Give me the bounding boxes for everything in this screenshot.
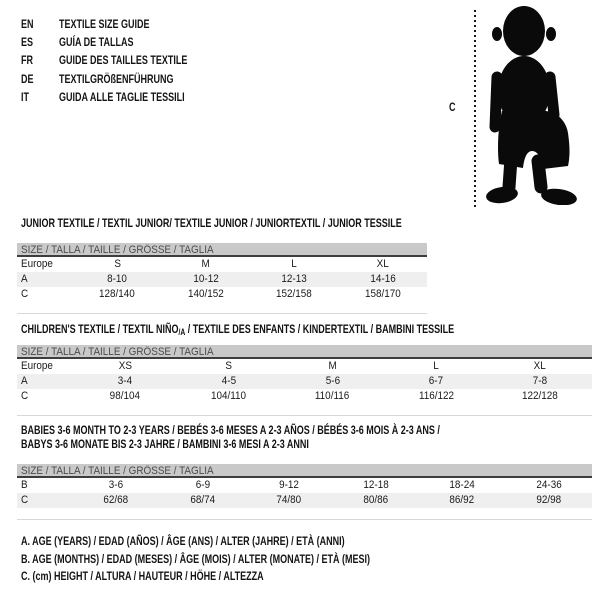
size-cell-text: 7-8 bbox=[532, 375, 548, 387]
row-label-text: B bbox=[21, 479, 28, 491]
language-row bbox=[21, 88, 230, 106]
language-code-text: ES bbox=[21, 35, 34, 50]
size-header-text: SIZE / TALLA / TAILLE / GRÖSSE / TAGLIA bbox=[21, 346, 214, 358]
size-cell bbox=[73, 374, 177, 389]
language-label: TEXTILGRÖßENFÜHRUNG bbox=[59, 71, 174, 86]
language-label: TEXTILE SIZE GUIDE bbox=[59, 17, 150, 31]
baby-silhouette-icon bbox=[482, 3, 594, 205]
table-title-subscript: /A bbox=[178, 327, 186, 337]
size-cell-text: 104/110 bbox=[211, 390, 247, 402]
size-cell bbox=[339, 287, 428, 302]
size-cell bbox=[419, 493, 506, 508]
size-cell bbox=[488, 359, 592, 374]
size-cell bbox=[246, 493, 333, 508]
size-cell bbox=[250, 257, 339, 272]
row-label-text: C bbox=[21, 494, 29, 506]
size-cell bbox=[177, 389, 281, 404]
size-header-text: SIZE / TALLA / TAILLE / GRÖSSE / TAGLIA bbox=[21, 465, 214, 477]
size-cell-text: S bbox=[113, 258, 121, 270]
table-title-part: BABYS 3-6 MONATE BIS 2-3 JAHRE / BAMBINI 3-6 MESI A 2-3 ANNI bbox=[21, 437, 309, 451]
size-cell bbox=[488, 374, 592, 389]
row-label-text: Europe bbox=[21, 258, 53, 270]
size-cell-text: 3-6 bbox=[109, 479, 124, 491]
size-cell bbox=[177, 374, 281, 389]
size-cell bbox=[73, 257, 162, 272]
measure-label-text: C bbox=[449, 100, 456, 114]
row-label bbox=[17, 478, 73, 493]
size-cell-text: 9-12 bbox=[279, 479, 300, 491]
size-cell-text: 6-7 bbox=[429, 375, 444, 387]
size-cell-text: 140/152 bbox=[187, 288, 224, 300]
row-label-text: A bbox=[21, 375, 28, 387]
language-label: GUÍA DE TALLAS bbox=[59, 35, 134, 50]
size-cell bbox=[162, 272, 251, 287]
size-cell-text: 6-9 bbox=[195, 479, 210, 491]
size-header-bar bbox=[17, 345, 592, 359]
language-label: GUIDA ALLE TAGLIE TESSILI bbox=[59, 89, 185, 104]
table-end-divider bbox=[17, 313, 427, 314]
table-row bbox=[17, 389, 592, 404]
legend-line-text: C. (cm) HEIGHT / ALTURA / HAUTEUR / HÖHE / ALTEZZA bbox=[21, 569, 264, 584]
size-cell bbox=[73, 389, 177, 404]
size-cell bbox=[162, 287, 251, 302]
row-label-text: C bbox=[21, 288, 29, 300]
size-cell-text: 12-13 bbox=[281, 273, 307, 285]
language-code-text: EN bbox=[21, 17, 34, 31]
size-cell bbox=[488, 389, 592, 404]
row-label bbox=[17, 493, 73, 508]
table-end-divider bbox=[17, 519, 592, 520]
language-code bbox=[21, 33, 59, 51]
language-list bbox=[21, 15, 230, 106]
table-row bbox=[17, 287, 427, 302]
legend bbox=[21, 533, 486, 586]
table-row bbox=[17, 493, 592, 508]
language-code-text: FR bbox=[21, 53, 33, 68]
row-label-text: A bbox=[21, 273, 28, 285]
table-title-part: CHILDREN'S TEXTILE / TEXTIL NIÑO bbox=[21, 322, 179, 336]
size-cell bbox=[384, 359, 488, 374]
size-cell bbox=[384, 374, 488, 389]
size-cell bbox=[339, 272, 428, 287]
size-cell-text: 3-4 bbox=[117, 375, 133, 387]
size-cell-text: 98/104 bbox=[109, 390, 141, 402]
row-label bbox=[17, 389, 73, 404]
size-cell-text: 158/170 bbox=[364, 288, 401, 300]
size-cell-text: 152/158 bbox=[276, 288, 313, 300]
size-cell bbox=[246, 478, 333, 493]
height-measure-dotted-line bbox=[474, 10, 476, 207]
table-row bbox=[17, 478, 592, 493]
size-cell bbox=[384, 389, 488, 404]
language-label: GUIDE DES TAILLES TEXTILE bbox=[59, 53, 188, 68]
size-cell-text: 4-5 bbox=[221, 375, 236, 387]
size-cell-text: 14-16 bbox=[370, 273, 396, 285]
size-cell-text: XL bbox=[376, 258, 389, 270]
size-cell bbox=[73, 272, 162, 287]
size-cell-text: 122/128 bbox=[522, 390, 558, 402]
table-title-line bbox=[21, 322, 598, 339]
size-cell-text: M bbox=[328, 360, 337, 372]
size-cell bbox=[419, 478, 506, 493]
size-cell-text: M bbox=[201, 258, 210, 270]
size-cell bbox=[73, 478, 160, 493]
row-label bbox=[17, 287, 73, 302]
size-cell-text: 128/140 bbox=[99, 288, 136, 300]
table-title bbox=[21, 216, 529, 230]
language-code-text: IT bbox=[21, 89, 30, 104]
language-row bbox=[21, 33, 230, 51]
size-cell-text: 8-10 bbox=[107, 273, 128, 285]
size-cell-text: 68/74 bbox=[190, 494, 216, 506]
size-cell bbox=[73, 493, 160, 508]
row-label bbox=[17, 272, 73, 287]
table-title-line bbox=[21, 423, 580, 437]
size-table-junior bbox=[17, 216, 427, 314]
table-title-part: / TEXTILE DES ENFANTS / KINDERTEXTIL / BAMBINI TESSILE bbox=[185, 322, 455, 336]
size-cell-text: 92/98 bbox=[536, 494, 562, 506]
table-title-line bbox=[21, 216, 529, 230]
size-cell bbox=[177, 359, 281, 374]
size-cell bbox=[333, 493, 420, 508]
table-title bbox=[21, 322, 598, 339]
size-cell-text: 5-6 bbox=[325, 375, 340, 387]
legend-line bbox=[21, 568, 486, 586]
table-title-line bbox=[21, 437, 580, 451]
size-cell bbox=[281, 374, 385, 389]
table-row bbox=[17, 257, 427, 272]
row-label-text: Europe bbox=[21, 360, 53, 372]
size-cell-text: 110/116 bbox=[315, 390, 350, 402]
size-cell-text: L bbox=[291, 258, 298, 270]
table-title-part: JUNIOR TEXTILE / TEXTIL JUNIOR/ TEXTILE JUNIOR / JUNIORTEXTIL / JUNIOR TESSILE bbox=[21, 216, 402, 230]
size-cell-text: L bbox=[433, 360, 440, 372]
language-row bbox=[21, 70, 230, 88]
legend-line bbox=[21, 551, 486, 569]
size-cell bbox=[160, 478, 247, 493]
size-table-children bbox=[17, 322, 592, 416]
size-cell-text: 18-24 bbox=[449, 479, 475, 491]
size-cell bbox=[281, 359, 385, 374]
measure-label-c bbox=[449, 100, 458, 114]
table-row bbox=[17, 359, 592, 374]
size-header-bar bbox=[17, 243, 427, 257]
language-code-text: DE bbox=[21, 71, 34, 86]
table-row bbox=[17, 272, 427, 287]
size-cell bbox=[333, 478, 420, 493]
size-cell bbox=[73, 359, 177, 374]
size-cell bbox=[339, 257, 428, 272]
row-label bbox=[17, 359, 73, 374]
legend-line-text: A. AGE (YEARS) / EDAD (AÑOS) / ÂGE (ANS) / ALTER (JAHRE) / ETÀ (ANNI) bbox=[21, 534, 345, 548]
table-end-divider bbox=[17, 415, 592, 416]
table-title-text bbox=[21, 437, 309, 451]
size-cell-text: 10-12 bbox=[193, 273, 219, 285]
size-table-babies bbox=[17, 423, 592, 520]
size-cell-text: XS bbox=[118, 360, 132, 372]
table-title bbox=[21, 423, 580, 451]
size-cell-text: 80/86 bbox=[363, 494, 389, 506]
size-cell-text: 74/80 bbox=[276, 494, 302, 506]
size-header-bar bbox=[17, 464, 592, 478]
size-cell bbox=[250, 287, 339, 302]
size-cell-text: 62/68 bbox=[103, 494, 129, 506]
size-cell bbox=[506, 493, 593, 508]
legend-line bbox=[21, 533, 486, 551]
language-row bbox=[21, 15, 230, 33]
language-row bbox=[21, 51, 230, 69]
size-cell-text: 86/92 bbox=[449, 494, 475, 506]
size-header-text: SIZE / TALLA / TAILLE / GRÖSSE / TAGLIA bbox=[21, 244, 214, 256]
size-cell-text: 12-18 bbox=[363, 479, 389, 491]
language-code bbox=[21, 15, 59, 33]
size-cell-text: XL bbox=[534, 360, 547, 372]
legend-line-text: B. AGE (MONTHS) / EDAD (MESES) / ÂGE (MOIS) / ALTER (MONATE) / ETÀ (MESI) bbox=[21, 551, 370, 566]
size-cell bbox=[281, 389, 385, 404]
size-cell-text: 116/122 bbox=[418, 390, 454, 402]
size-cell-text: S bbox=[225, 360, 232, 372]
language-code bbox=[21, 88, 59, 106]
size-cell bbox=[160, 493, 247, 508]
size-cell bbox=[162, 257, 251, 272]
table-title-text bbox=[21, 322, 454, 339]
table-title-part: BABIES 3-6 MONTH TO 2-3 YEARS / BEBÉS 3-6 MESES A 2-3 AÑOS / BÉBÉS 3-6 MOIS À 2-3 ANS / bbox=[21, 423, 440, 437]
size-cell bbox=[73, 287, 162, 302]
row-label bbox=[17, 374, 73, 389]
size-cell bbox=[250, 272, 339, 287]
size-cell bbox=[506, 478, 593, 493]
language-code bbox=[21, 70, 59, 88]
table-title-text bbox=[21, 423, 440, 437]
table-row bbox=[17, 374, 592, 389]
language-code bbox=[21, 51, 59, 69]
size-cell-text: 24-36 bbox=[536, 479, 562, 491]
row-label bbox=[17, 257, 73, 272]
table-title-text bbox=[21, 216, 402, 230]
row-label-text: C bbox=[21, 390, 29, 402]
